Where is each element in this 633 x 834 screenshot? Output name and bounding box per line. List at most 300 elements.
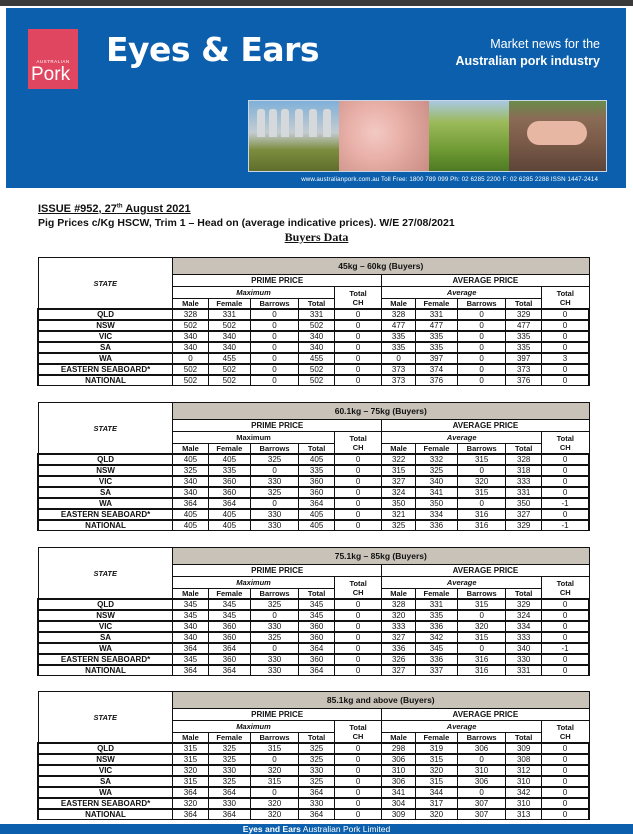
prime-value-cell: 345 bbox=[299, 599, 335, 610]
prime-barrows-header: Barrows bbox=[250, 444, 298, 455]
average-value-cell: 327 bbox=[382, 632, 416, 643]
average-value-cell: 331 bbox=[506, 665, 542, 676]
table-row bbox=[38, 632, 589, 643]
table-row bbox=[38, 654, 589, 665]
average-value-cell: 344 bbox=[415, 787, 457, 798]
prime-value-cell: 0 bbox=[334, 487, 381, 498]
state-cell: QLD bbox=[38, 599, 173, 610]
average-subheader: Average bbox=[382, 721, 542, 733]
price-table bbox=[37, 691, 590, 820]
prime-value-cell: 360 bbox=[299, 476, 335, 487]
average-value-cell: 0 bbox=[457, 610, 505, 621]
prime-value-cell: 325 bbox=[250, 487, 298, 498]
average-value-cell: 312 bbox=[506, 765, 542, 776]
average-value-cell: 0 bbox=[542, 364, 589, 375]
average-barrows-header: Barrows bbox=[457, 299, 505, 310]
prime-value-cell: 335 bbox=[208, 465, 250, 476]
prime-value-cell: 325 bbox=[299, 743, 335, 754]
average-female-header: Female bbox=[415, 733, 457, 744]
average-value-cell: 397 bbox=[506, 353, 542, 364]
average-value-cell: 0 bbox=[542, 632, 589, 643]
state-cell: NATIONAL bbox=[38, 520, 173, 531]
total-label: Total bbox=[349, 722, 367, 732]
prime-value-cell: 360 bbox=[208, 621, 250, 632]
prime-value-cell: 340 bbox=[299, 331, 335, 342]
average-value-cell: 331 bbox=[415, 309, 457, 320]
table-row bbox=[38, 754, 589, 765]
average-value-cell: 335 bbox=[415, 610, 457, 621]
prime-value-cell: 0 bbox=[334, 364, 381, 375]
average-value-cell: 333 bbox=[506, 632, 542, 643]
prime-value-cell: 0 bbox=[250, 320, 298, 331]
prime-price-header: PRIME PRICE bbox=[173, 420, 382, 432]
state-cell: NSW bbox=[38, 320, 173, 331]
prime-value-cell: 328 bbox=[173, 309, 209, 320]
average-value-cell: 310 bbox=[382, 765, 416, 776]
prime-value-cell: 364 bbox=[173, 787, 209, 798]
prime-value-cell: 364 bbox=[299, 809, 335, 820]
average-value-cell: 326 bbox=[382, 654, 416, 665]
average-value-cell: 373 bbox=[382, 364, 416, 375]
issue-label: ISSUE #952, 27 bbox=[38, 203, 117, 215]
average-value-cell: 0 bbox=[542, 509, 589, 520]
prime-value-cell: 325 bbox=[208, 743, 250, 754]
prime-value-cell: 0 bbox=[334, 654, 381, 665]
average-value-cell: 0 bbox=[541, 798, 589, 809]
average-value-cell: 309 bbox=[506, 743, 542, 754]
average-value-cell: 315 bbox=[457, 632, 505, 643]
average-value-cell: 316 bbox=[457, 654, 505, 665]
average-value-cell: 335 bbox=[382, 342, 416, 353]
average-value-cell: 0 bbox=[542, 331, 589, 342]
table-row bbox=[38, 498, 589, 509]
average-barrows-header: Barrows bbox=[457, 733, 505, 744]
average-value-cell: 333 bbox=[506, 476, 542, 487]
average-value-cell: 333 bbox=[382, 621, 416, 632]
average-value-cell: 341 bbox=[415, 487, 457, 498]
average-value-cell: 0 bbox=[542, 610, 589, 621]
price-table bbox=[37, 257, 590, 386]
state-column-header: STATE bbox=[38, 258, 173, 310]
logo-small-text: AUSTRALIAN bbox=[36, 59, 70, 64]
prime-total-header: Total bbox=[299, 444, 335, 455]
average-value-cell: 309 bbox=[382, 809, 416, 820]
state-cell: VIC bbox=[38, 331, 173, 342]
state-cell: SA bbox=[38, 487, 173, 498]
prime-value-cell: 0 bbox=[250, 754, 298, 765]
average-value-cell: 307 bbox=[457, 798, 505, 809]
table-row bbox=[38, 309, 589, 320]
prime-value-cell: 0 bbox=[250, 375, 298, 386]
average-total-header: Total bbox=[506, 733, 542, 744]
average-value-cell: 334 bbox=[506, 621, 542, 632]
prime-value-cell: 364 bbox=[299, 498, 335, 509]
prime-value-cell: 330 bbox=[208, 798, 250, 809]
state-cell: WA bbox=[38, 353, 173, 364]
prime-value-cell: 0 bbox=[334, 610, 381, 621]
total-label: Total bbox=[556, 722, 574, 732]
prime-value-cell: 320 bbox=[173, 798, 209, 809]
table-row bbox=[38, 331, 589, 342]
average-value-cell: 337 bbox=[415, 665, 457, 676]
prime-value-cell: 0 bbox=[334, 342, 381, 353]
total-label: Total bbox=[349, 433, 367, 443]
average-female-header: Female bbox=[415, 444, 457, 455]
prime-value-cell: 0 bbox=[250, 610, 298, 621]
prime-value-cell: 325 bbox=[299, 776, 335, 787]
table-row bbox=[38, 454, 589, 465]
average-value-cell: 320 bbox=[457, 621, 505, 632]
prime-value-cell: 330 bbox=[250, 520, 298, 531]
average-value-cell: 325 bbox=[382, 520, 416, 531]
prime-price-header: PRIME PRICE bbox=[173, 709, 382, 721]
prime-value-cell: 0 bbox=[334, 353, 381, 364]
average-value-cell: 0 bbox=[457, 498, 505, 509]
average-value-cell: 342 bbox=[415, 632, 457, 643]
prime-value-cell: 325 bbox=[299, 754, 335, 765]
prime-value-cell: 405 bbox=[173, 509, 209, 520]
prime-value-cell: 0 bbox=[334, 599, 381, 610]
state-cell: QLD bbox=[38, 454, 173, 465]
prime-value-cell: 0 bbox=[250, 465, 298, 476]
average-value-cell: 315 bbox=[382, 465, 416, 476]
average-barrows-header: Barrows bbox=[457, 589, 505, 600]
average-value-cell: -1 bbox=[542, 520, 589, 531]
average-total-ch-header bbox=[542, 577, 589, 600]
prime-female-header: Female bbox=[208, 299, 250, 310]
average-female-header: Female bbox=[415, 299, 457, 310]
average-value-cell: 0 bbox=[457, 342, 505, 353]
issue-date: August 2021 bbox=[122, 203, 191, 215]
table-row bbox=[38, 643, 589, 654]
average-value-cell: 342 bbox=[506, 787, 542, 798]
prime-value-cell: 364 bbox=[208, 498, 250, 509]
prime-male-header: Male bbox=[173, 733, 209, 744]
ch-label: CH bbox=[352, 442, 364, 452]
logo-big-text: Pork bbox=[31, 64, 71, 85]
average-value-cell: 0 bbox=[541, 776, 589, 787]
ch-label: CH bbox=[559, 587, 571, 597]
prime-value-cell: 502 bbox=[173, 320, 209, 331]
prime-value-cell: 325 bbox=[208, 754, 250, 765]
prime-value-cell: 360 bbox=[299, 621, 335, 632]
ch-label: CH bbox=[559, 731, 571, 741]
average-value-cell: 345 bbox=[415, 643, 457, 654]
average-value-cell: -1 bbox=[542, 498, 589, 509]
average-total-ch-header bbox=[542, 287, 589, 310]
prime-value-cell: 364 bbox=[173, 643, 209, 654]
average-value-cell: 317 bbox=[415, 798, 457, 809]
average-value-cell: 0 bbox=[542, 465, 589, 476]
average-value-cell: 341 bbox=[382, 787, 416, 798]
average-value-cell: 0 bbox=[382, 353, 416, 364]
average-value-cell: 325 bbox=[415, 465, 457, 476]
prime-barrows-header: Barrows bbox=[250, 589, 298, 600]
prime-value-cell: 330 bbox=[250, 654, 298, 665]
average-value-cell: 0 bbox=[541, 787, 589, 798]
average-value-cell: 321 bbox=[382, 509, 416, 520]
table-row bbox=[38, 809, 589, 820]
prime-total-ch-header bbox=[334, 577, 381, 600]
average-value-cell: 327 bbox=[382, 665, 416, 676]
average-value-cell: 327 bbox=[382, 476, 416, 487]
state-cell: NATIONAL bbox=[38, 665, 173, 676]
state-cell: EASTERN SEABOARD* bbox=[38, 798, 173, 809]
prime-value-cell: 0 bbox=[334, 776, 381, 787]
average-value-cell: 316 bbox=[457, 665, 505, 676]
average-price-header: AVERAGE PRICE bbox=[382, 275, 589, 287]
state-cell: EASTERN SEABOARD* bbox=[38, 654, 173, 665]
average-value-cell: -1 bbox=[542, 643, 589, 654]
prime-female-header: Female bbox=[208, 444, 250, 455]
average-value-cell: 318 bbox=[506, 465, 542, 476]
state-cell: QLD bbox=[38, 309, 173, 320]
average-value-cell: 315 bbox=[457, 454, 505, 465]
average-value-cell: 306 bbox=[382, 754, 416, 765]
prime-value-cell: 340 bbox=[173, 621, 209, 632]
average-value-cell: 0 bbox=[541, 754, 589, 765]
average-value-cell: 397 bbox=[415, 353, 457, 364]
average-value-cell: 334 bbox=[415, 509, 457, 520]
prime-value-cell: 405 bbox=[208, 509, 250, 520]
prime-value-cell: 0 bbox=[250, 498, 298, 509]
average-value-cell: 477 bbox=[506, 320, 542, 331]
silos-photo bbox=[249, 101, 339, 171]
prime-total-ch-header bbox=[334, 287, 381, 310]
table-row bbox=[38, 798, 589, 809]
table-row bbox=[38, 520, 589, 531]
average-value-cell: 336 bbox=[415, 654, 457, 665]
average-value-cell: 0 bbox=[457, 754, 505, 765]
prime-value-cell: 360 bbox=[208, 632, 250, 643]
average-subheader: Average bbox=[382, 577, 542, 589]
footer-org: Australian Pork Limited bbox=[300, 824, 391, 834]
average-value-cell: 320 bbox=[382, 610, 416, 621]
maximum-subheader: Maximum bbox=[173, 577, 335, 589]
average-value-cell: 0 bbox=[542, 654, 589, 665]
average-value-cell: 0 bbox=[542, 476, 589, 487]
state-cell: VIC bbox=[38, 621, 173, 632]
prime-value-cell: 330 bbox=[208, 765, 250, 776]
prime-value-cell: 364 bbox=[299, 643, 335, 654]
prime-total-ch-header bbox=[334, 721, 381, 744]
table-row bbox=[38, 353, 589, 364]
average-value-cell: 320 bbox=[415, 809, 457, 820]
average-value-cell: 0 bbox=[457, 643, 505, 654]
prime-value-cell: 0 bbox=[334, 465, 381, 476]
total-label: Total bbox=[349, 578, 367, 588]
prime-value-cell: 0 bbox=[334, 754, 381, 765]
prime-value-cell: 502 bbox=[173, 375, 209, 386]
average-value-cell: 329 bbox=[506, 520, 542, 531]
prime-value-cell: 0 bbox=[334, 621, 381, 632]
average-value-cell: 315 bbox=[457, 487, 505, 498]
prime-barrows-header: Barrows bbox=[250, 733, 298, 744]
state-cell: NSW bbox=[38, 465, 173, 476]
prime-value-cell: 315 bbox=[173, 776, 209, 787]
prime-value-cell: 0 bbox=[334, 632, 381, 643]
average-value-cell: 0 bbox=[542, 375, 589, 386]
publication-title: Eyes & Ears bbox=[106, 30, 320, 69]
prime-value-cell: 325 bbox=[173, 465, 209, 476]
average-value-cell: 0 bbox=[457, 353, 505, 364]
average-value-cell: 328 bbox=[382, 599, 416, 610]
prime-value-cell: 345 bbox=[208, 599, 250, 610]
table-row bbox=[38, 487, 589, 498]
ch-label: CH bbox=[559, 297, 571, 307]
prime-value-cell: 0 bbox=[334, 454, 381, 465]
prime-value-cell: 340 bbox=[173, 331, 209, 342]
average-value-cell: 306 bbox=[457, 776, 505, 787]
price-subtitle: Pig Prices c/Kg HSCW, Trim 1 – Head on (average indicative prices). W/E 27/08/2021 bbox=[38, 217, 455, 229]
average-value-cell: 350 bbox=[506, 498, 542, 509]
prime-value-cell: 320 bbox=[250, 798, 298, 809]
prime-value-cell: 360 bbox=[299, 632, 335, 643]
average-value-cell: 324 bbox=[382, 487, 416, 498]
weight-band-title: 75.1kg – 85kg (Buyers) bbox=[173, 548, 589, 565]
average-price-header: AVERAGE PRICE bbox=[382, 709, 589, 721]
average-value-cell: 310 bbox=[506, 798, 542, 809]
average-value-cell: 336 bbox=[415, 520, 457, 531]
sows-photo bbox=[509, 101, 606, 171]
average-value-cell: 0 bbox=[457, 331, 505, 342]
prime-male-header: Male bbox=[173, 444, 209, 455]
prime-value-cell: 0 bbox=[334, 476, 381, 487]
average-value-cell: 322 bbox=[382, 454, 416, 465]
prime-male-header: Male bbox=[173, 299, 209, 310]
average-value-cell: 0 bbox=[457, 309, 505, 320]
average-value-cell: 331 bbox=[506, 487, 542, 498]
prime-value-cell: 0 bbox=[250, 643, 298, 654]
average-value-cell: 0 bbox=[457, 465, 505, 476]
prime-value-cell: 405 bbox=[208, 454, 250, 465]
average-value-cell: 373 bbox=[506, 364, 542, 375]
prime-value-cell: 340 bbox=[208, 331, 250, 342]
average-value-cell: 320 bbox=[415, 765, 457, 776]
average-value-cell: 0 bbox=[542, 342, 589, 353]
average-value-cell: 335 bbox=[506, 342, 542, 353]
total-label: Total bbox=[556, 578, 574, 588]
prime-value-cell: 0 bbox=[334, 765, 381, 776]
average-value-cell: 307 bbox=[457, 809, 505, 820]
average-value-cell: 336 bbox=[415, 621, 457, 632]
prime-value-cell: 360 bbox=[208, 654, 250, 665]
average-value-cell: 330 bbox=[506, 654, 542, 665]
average-value-cell: 340 bbox=[415, 476, 457, 487]
prime-value-cell: 325 bbox=[208, 776, 250, 787]
average-value-cell: 340 bbox=[506, 643, 542, 654]
prime-value-cell: 330 bbox=[299, 765, 335, 776]
prime-value-cell: 405 bbox=[208, 520, 250, 531]
average-value-cell: 0 bbox=[541, 743, 589, 754]
footer-brand: Eyes and Ears bbox=[242, 824, 301, 834]
average-value-cell: 332 bbox=[415, 454, 457, 465]
average-value-cell: 350 bbox=[382, 498, 416, 509]
prime-value-cell: 0 bbox=[250, 364, 298, 375]
prime-value-cell: 502 bbox=[173, 364, 209, 375]
state-cell: NATIONAL bbox=[38, 375, 173, 386]
prime-value-cell: 455 bbox=[208, 353, 250, 364]
prime-value-cell: 315 bbox=[250, 743, 298, 754]
prime-value-cell: 320 bbox=[250, 809, 298, 820]
average-value-cell: 0 bbox=[542, 621, 589, 632]
prime-total-header: Total bbox=[299, 299, 335, 310]
state-cell: NSW bbox=[38, 610, 173, 621]
average-value-cell: 310 bbox=[506, 776, 542, 787]
average-value-cell: 315 bbox=[457, 599, 505, 610]
table-row bbox=[38, 375, 589, 386]
prime-value-cell: 360 bbox=[299, 654, 335, 665]
prime-value-cell: 405 bbox=[299, 520, 335, 531]
prime-value-cell: 330 bbox=[250, 665, 298, 676]
table-row bbox=[38, 476, 589, 487]
state-cell: NATIONAL bbox=[38, 809, 173, 820]
prime-value-cell: 364 bbox=[299, 787, 335, 798]
state-cell: QLD bbox=[38, 743, 173, 754]
prime-value-cell: 502 bbox=[208, 364, 250, 375]
prime-value-cell: 340 bbox=[173, 476, 209, 487]
average-value-cell: 331 bbox=[415, 599, 457, 610]
prime-total-ch-header bbox=[334, 432, 381, 455]
average-value-cell: 0 bbox=[542, 487, 589, 498]
maximum-subheader: Maximum bbox=[173, 432, 335, 444]
average-barrows-header: Barrows bbox=[457, 444, 505, 455]
prime-male-header: Male bbox=[173, 589, 209, 600]
prime-value-cell: 315 bbox=[250, 776, 298, 787]
prime-value-cell: 0 bbox=[250, 309, 298, 320]
average-subheader: Average bbox=[382, 287, 542, 299]
average-value-cell: 313 bbox=[506, 809, 542, 820]
maximum-subheader: Maximum bbox=[173, 721, 335, 733]
average-value-cell: 0 bbox=[457, 375, 505, 386]
prime-female-header: Female bbox=[208, 589, 250, 600]
prime-value-cell: 330 bbox=[250, 476, 298, 487]
prime-value-cell: 320 bbox=[250, 765, 298, 776]
total-label: Total bbox=[349, 288, 367, 298]
prime-value-cell: 345 bbox=[208, 610, 250, 621]
maximum-subheader: Maximum bbox=[173, 287, 335, 299]
prime-value-cell: 0 bbox=[334, 509, 381, 520]
prime-value-cell: 331 bbox=[208, 309, 250, 320]
average-value-cell: 324 bbox=[506, 610, 542, 621]
tagline-line-1: Market news for the bbox=[490, 37, 600, 51]
average-total-header: Total bbox=[506, 589, 542, 600]
table-row bbox=[38, 765, 589, 776]
average-value-cell: 0 bbox=[541, 765, 589, 776]
state-cell: WA bbox=[38, 643, 173, 654]
average-value-cell: 0 bbox=[542, 665, 589, 676]
average-male-header: Male bbox=[382, 299, 416, 310]
average-value-cell: 335 bbox=[415, 331, 457, 342]
prime-value-cell: 0 bbox=[334, 375, 381, 386]
prime-value-cell: 330 bbox=[250, 621, 298, 632]
average-value-cell: 0 bbox=[541, 809, 589, 820]
state-cell: VIC bbox=[38, 476, 173, 487]
prime-value-cell: 0 bbox=[334, 331, 381, 342]
table-row bbox=[38, 342, 589, 353]
prime-value-cell: 335 bbox=[299, 465, 335, 476]
state-cell: SA bbox=[38, 776, 173, 787]
prime-value-cell: 0 bbox=[334, 665, 381, 676]
table-row bbox=[38, 364, 589, 375]
prime-value-cell: 315 bbox=[173, 754, 209, 765]
photo-strip bbox=[248, 100, 607, 172]
prime-value-cell: 331 bbox=[299, 309, 335, 320]
prime-value-cell: 0 bbox=[334, 643, 381, 654]
header-banner bbox=[6, 8, 626, 188]
prime-value-cell: 340 bbox=[173, 487, 209, 498]
ch-label: CH bbox=[352, 587, 364, 597]
